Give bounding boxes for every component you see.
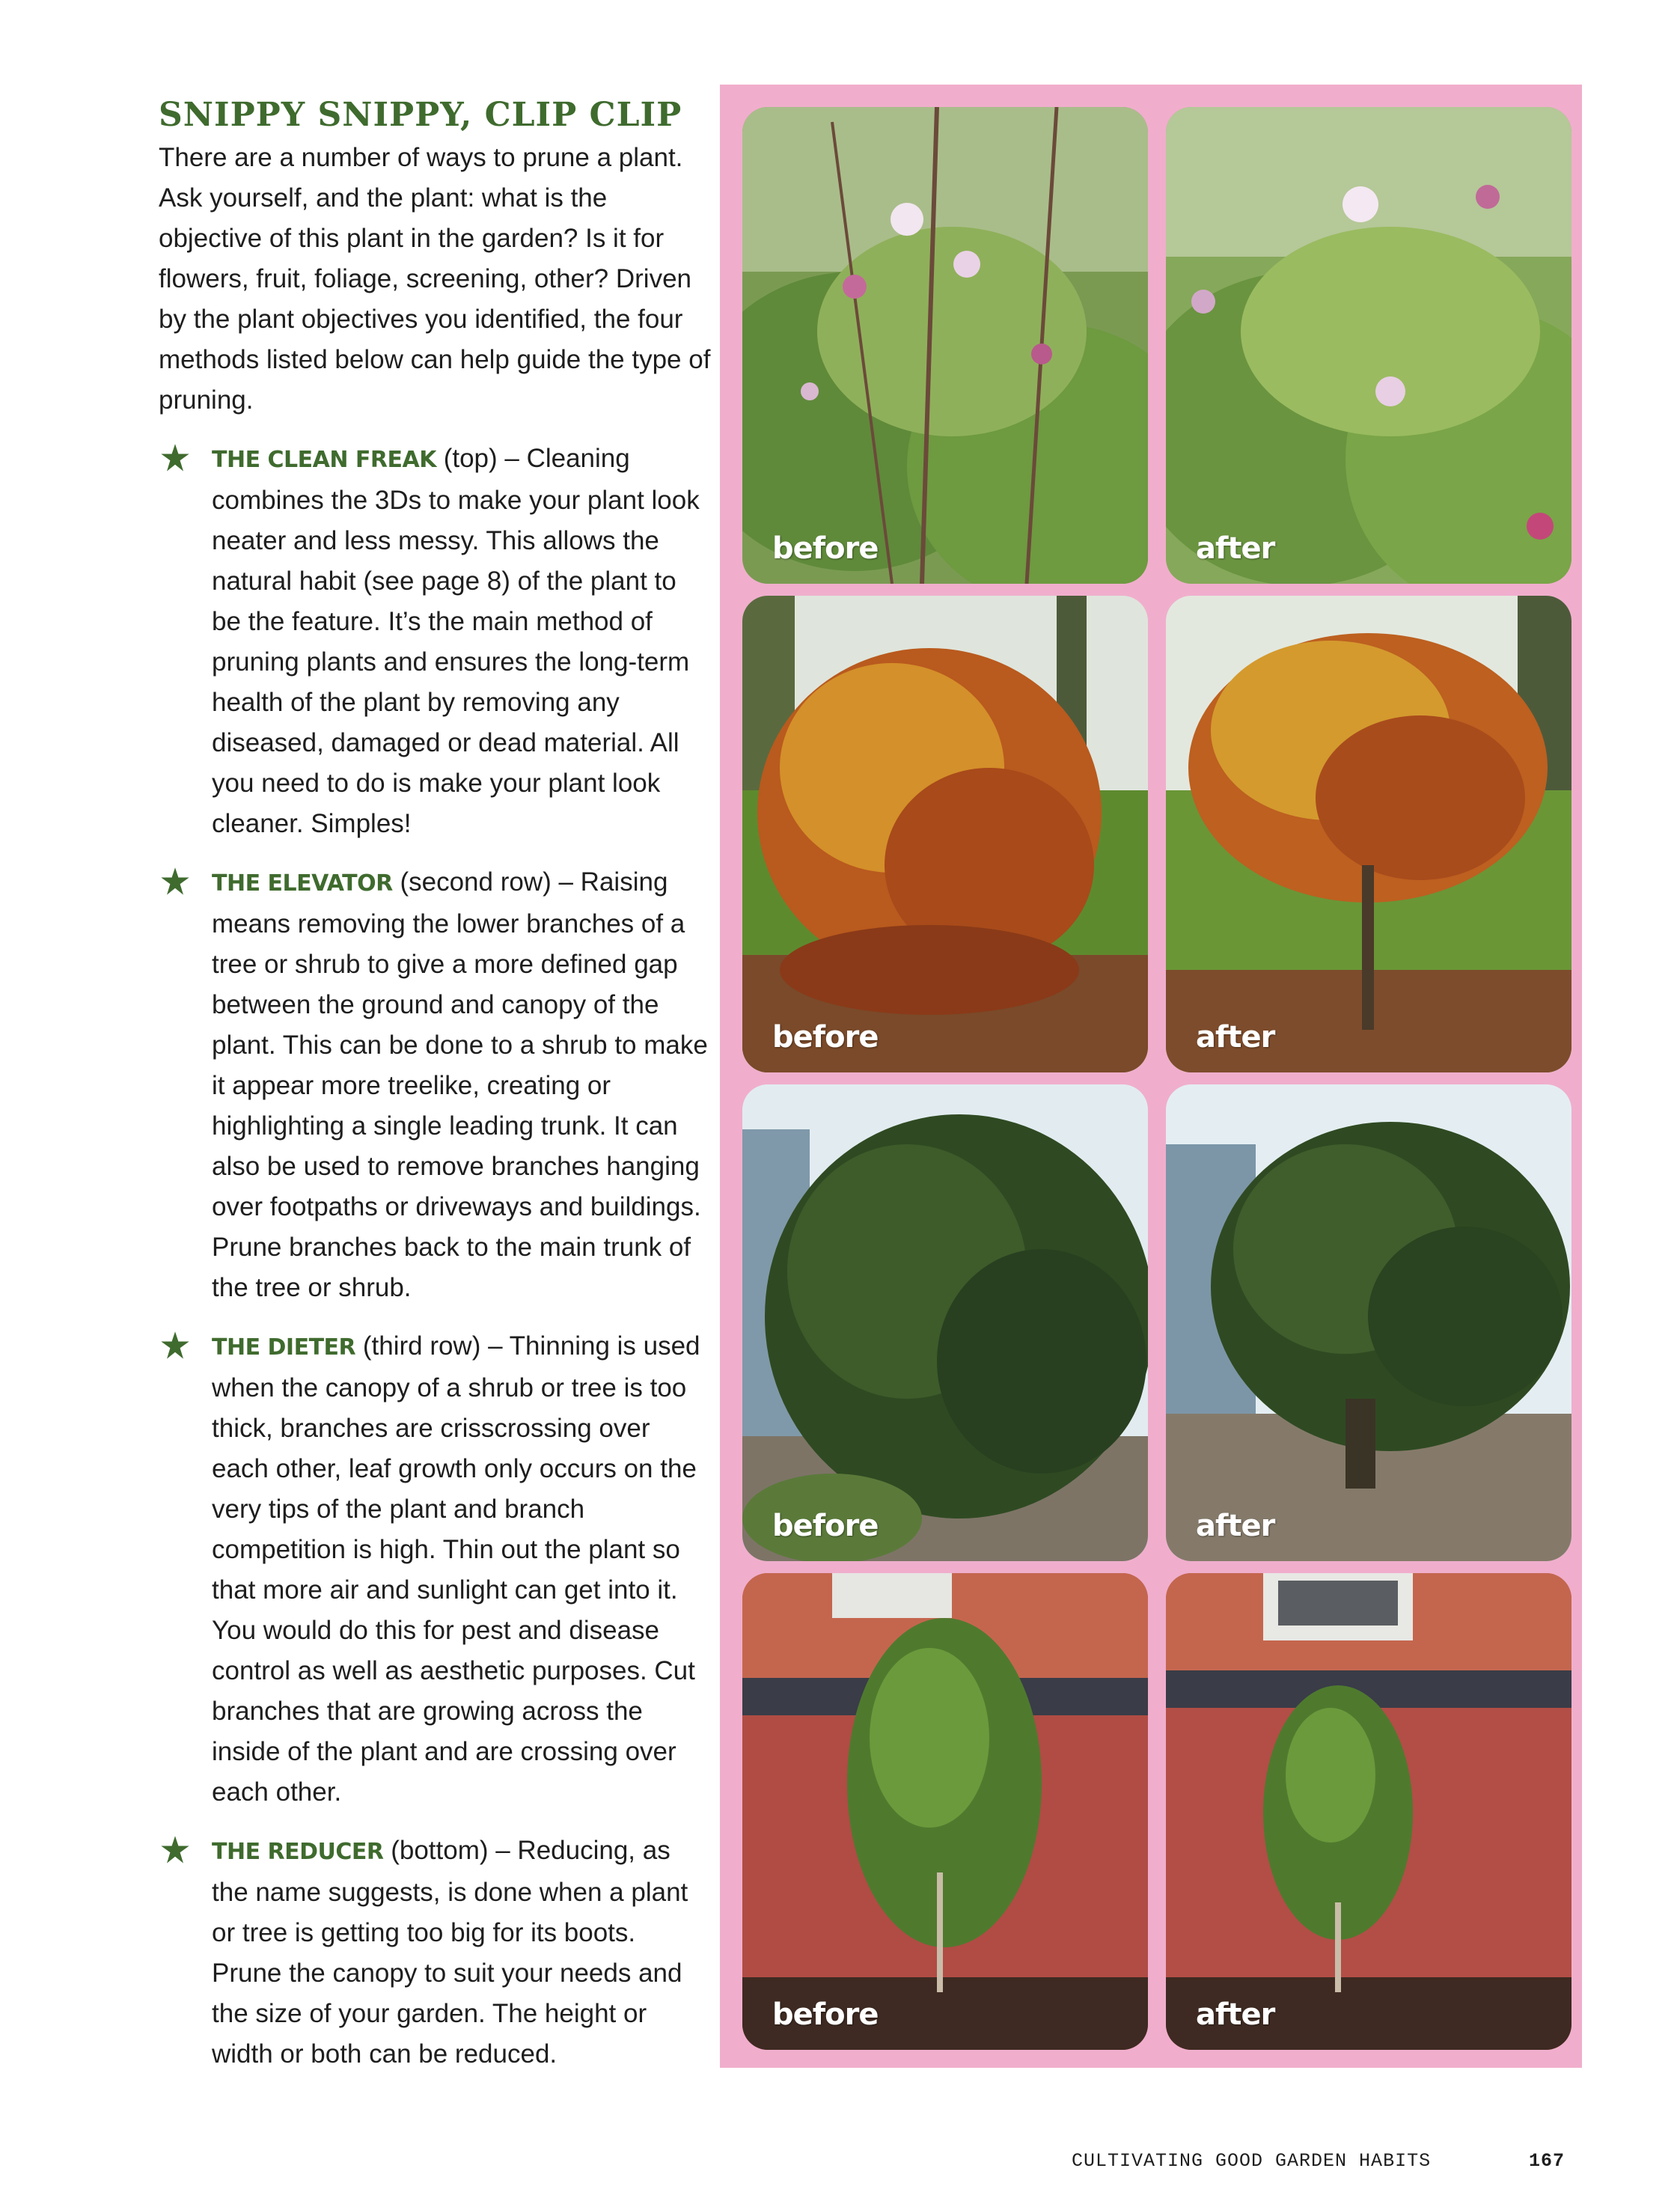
photo-dieter-after <box>1166 1084 1571 1561</box>
photo-reducer-after <box>1166 1573 1571 2050</box>
photo-elevator-before <box>742 596 1148 1072</box>
method-name: THE REDUCER <box>212 1839 384 1866</box>
star-bullet-icon <box>159 865 192 898</box>
section-heading: SNIPPY SNIPPY, CLIP CLIP <box>159 96 682 134</box>
before-after-photo-panel <box>720 85 1582 2068</box>
list-item <box>159 439 712 844</box>
before-label: before <box>772 531 879 566</box>
before-label: before <box>772 1509 879 1543</box>
star-bullet-icon <box>159 1329 192 1362</box>
intro-paragraph: There are a number of ways to prune a plant. Ask yourself, and the plant: what is the objective of this plant in the garden? Is it for flowers, fruit, foliage, screening, other? Driven by the plant objectives you identified, the four methods listed below can help guide the type of pruning. <box>159 143 711 415</box>
after-label: after <box>1196 1997 1275 2032</box>
method-description: (top) – Cleaning combines the 3Ds to make your plant look neater and less messy. This allows the natural habit (see page 8) of the plant to be the feature. It’s the main method of pruning plants and ensures the long-term health of the plant by removing any diseased, damaged or dead material. All you need to do is make your plant look cleaner. Simples! <box>212 444 700 839</box>
list-item <box>159 1326 712 1813</box>
method-description: (third row) – Thinning is used when the canopy of a shrub or tree is too thick, branches are crisscrossing over each other, leaf growth only occurs on the very tips of the plant and branch competition is high. Thin out the plant so that more air and sunlight can get into it. You would do this for pest and disease control as well as aesthetic purposes. Cut branches that are growing across the inside of the plant and are crossing over each other. <box>212 1331 700 1807</box>
page-number: 167 <box>1529 2150 1566 2172</box>
pruning-methods-list <box>159 439 712 2075</box>
article-text <box>159 97 712 2093</box>
list-item <box>159 862 712 1308</box>
photo-reducer-before <box>742 1573 1148 2050</box>
before-label: before <box>772 1997 879 2032</box>
photo-clean-freak-after <box>1166 107 1571 584</box>
photo-dieter-before <box>742 1084 1148 1561</box>
after-label: after <box>1196 1020 1275 1054</box>
after-label: after <box>1196 1509 1275 1543</box>
star-bullet-icon <box>159 1834 192 1866</box>
after-label: after <box>1196 531 1275 566</box>
method-description: (second row) – Raising means removing the lower branches of a tree or shrub to give a more defined gap between the ground and canopy of the plant. This can be done to a shrub to make it appear more treelike, creating or highlighting a single leading trunk. It can also be used to remove branches hanging over footpaths or driveways and buildings. Prune branches back to the main trunk of the tree or shrub. <box>212 867 708 1303</box>
star-bullet-icon <box>159 442 192 474</box>
list-item <box>159 1831 712 2075</box>
method-name: THE ELEVATOR <box>212 870 393 897</box>
method-name: THE CLEAN FREAK <box>212 447 436 474</box>
photo-clean-freak-before <box>742 107 1148 584</box>
method-description: (bottom) – Reducing, as the name suggests, is done when a plant or tree is getting too big for its boots. Prune the canopy to suit your needs and the size of your garden. The height or width or both can be reduced. <box>212 1836 688 2069</box>
photo-elevator-after <box>1166 596 1571 1072</box>
before-label: before <box>772 1020 879 1054</box>
method-name: THE DIETER <box>212 1334 356 1361</box>
running-footer-section: CULTIVATING GOOD GARDEN HABITS <box>1072 2150 1432 2172</box>
